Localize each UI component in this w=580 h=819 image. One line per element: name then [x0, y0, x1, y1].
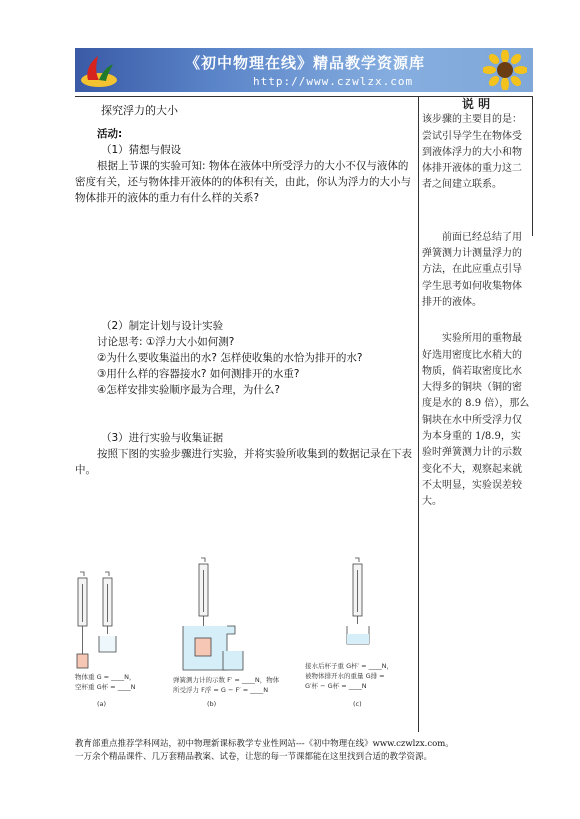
page-footer — [75, 738, 535, 764]
caption-c-line: 接水后杯子重 G杯′ = ____N， — [305, 662, 394, 670]
banner-url[interactable]: http://www.czwlzx.com — [253, 75, 414, 88]
caption-c-label: (c) — [353, 700, 362, 708]
side-note: 该步骤的主要目的是：尝试引导学生在物体受到液体浮力的大小和物体排开液体的重力这二者之间建立联系。 — [422, 114, 522, 191]
side-note: 实验所用的重物最好选用密度比水稍大的物质，倘若取密度比水大得多的铜块（铜的密度是水的 8.9 倍），那么铜块在水中所受浮力仅为本身重的 1/8.9，实验时弹簧测力计的示数变化不大，观察起来就不太明显，实验误差较大。 — [422, 333, 530, 508]
step2-line: ②为什么要收集溢出的水? 怎样使收集的水恰为排开的水? — [97, 352, 363, 364]
right-border — [532, 96, 533, 236]
side-heading: 说 明 — [461, 97, 491, 111]
spring-scale-a2 — [99, 572, 116, 652]
caption-b-line: 所受浮力 F浮 = G − F′ = ____N — [173, 686, 269, 694]
spring-scale-a1 — [77, 572, 88, 668]
page-title: 探究浮力的大小 — [101, 104, 178, 117]
column-divider — [418, 96, 419, 732]
experiment-figure — [75, 556, 415, 716]
step2-line: ③用什么样的容器接水? 如何测排开的水重? — [97, 368, 300, 380]
spring-scale-b — [183, 558, 243, 670]
step2-line: ④怎样安排实验顺序最为合理，为什么? — [97, 384, 280, 396]
step3-heading: （3）进行实验与收集证据 — [101, 432, 224, 444]
sunflower-icon — [483, 50, 527, 90]
banner-title: 《初中物理在线》精品教学资源库 — [185, 54, 426, 72]
caption-a-line: 空杯重 G杯 = ____N — [75, 683, 136, 691]
step1-heading: （1）猜想与假设 — [101, 144, 182, 156]
step3-text: 按照下图的实验步骤进行实验，并将实验所收集到的数据记录在下表中。 — [75, 448, 412, 476]
caption-b-label: (b) — [207, 700, 217, 708]
logo-icon — [79, 54, 119, 88]
step2-line: 讨论思考: ①浮力大小如何测? — [97, 336, 235, 348]
footer-line: 教育部重点推荐学科网站，初中物理新课标教学专业性网站---《初中物理在线》www.czwlzx.com。 — [75, 739, 454, 749]
spring-scale-c — [347, 558, 369, 644]
caption-a-line: 物体重 G = ____N， — [75, 673, 136, 681]
step1-text: 根据上节课的实验可知: 物体在液体中所受浮力的大小不仅与液体的密度有关，还与物体排开液体的的体积有关，由此，你认为浮力的大小与物体排开的液体的重力有什么样的关系? — [75, 160, 411, 204]
caption-c-line: 被物体排开水的重量 G排 = — [305, 672, 385, 680]
caption-a-label: (a) — [97, 700, 107, 708]
main-column — [75, 100, 413, 478]
step2-heading: （2）制定计划与设计实验 — [101, 320, 224, 332]
side-notes — [422, 96, 530, 511]
site-banner — [75, 48, 533, 92]
caption-b-line: 弹簧测力计的示数 F′ = ____N，物体 — [173, 676, 280, 684]
footer-line: 一万余个精品课件、几万套精品教案、试卷，让您的每一节课都能在这里找到合适的教学资源。 — [75, 752, 433, 762]
activity-label: 活动: — [97, 128, 123, 140]
caption-c-line: G′杯 − G杯 = ____N — [305, 682, 367, 690]
side-note: 前面已经总结了用弹簧测力计测量浮力的方法，在此应重点引导学生思考如何收集物体排开的液体。 — [422, 231, 522, 308]
